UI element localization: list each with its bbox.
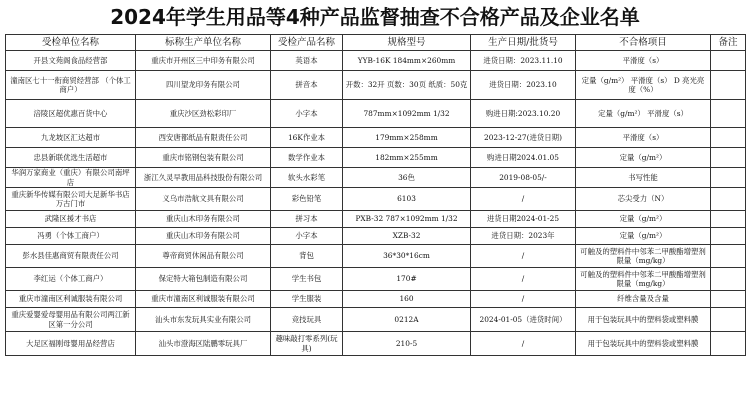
cell-note xyxy=(711,291,746,308)
cell-note xyxy=(711,211,746,228)
cell-date: / xyxy=(471,188,576,211)
cell-producer: 汕头市澄海区陆鹏零玩具厂 xyxy=(136,332,271,356)
cell-fail: 定量（g/m²） 平滑度（s） xyxy=(576,100,711,128)
cell-date: 购进日期2024.01.05 xyxy=(471,148,576,168)
cell-date: 进货日期：2023.11.10 xyxy=(471,51,576,71)
table-row xyxy=(6,308,746,332)
cell-product: 彩色铅笔 xyxy=(271,188,343,211)
cell-product: 学生书包 xyxy=(271,268,343,291)
cell-spec: 787mm×1092mm 1/32 xyxy=(343,100,471,128)
cell-fail: 平滑度（s） xyxy=(576,51,711,71)
cell-spec: XZB-32 xyxy=(343,228,471,245)
table-row xyxy=(6,100,746,128)
cell-date: / xyxy=(471,268,576,291)
cell-date: / xyxy=(471,332,576,356)
cell-fail: 定量（g/m²） 平滑度（s） D 亮光亮度（%） xyxy=(576,71,711,100)
cell-producer: 重庆山木印务有限公司 xyxy=(136,211,271,228)
cell-date: / xyxy=(471,291,576,308)
cell-product: 数学作业本 xyxy=(271,148,343,168)
table-row xyxy=(6,332,746,356)
cell-spec: 182mm×255mm xyxy=(343,148,471,168)
cell-note xyxy=(711,245,746,268)
cell-product: 学生服装 xyxy=(271,291,343,308)
cell-note xyxy=(711,51,746,71)
header-unit: 受检单位名称 xyxy=(6,35,136,51)
cell-fail: 用于包装玩具中的塑料袋或塑料膜 xyxy=(576,332,711,356)
cell-product: 小字本 xyxy=(271,100,343,128)
table-row xyxy=(6,228,746,245)
cell-unit: 重庆市潼南区利诚服装有限公司 xyxy=(6,291,136,308)
cell-producer: 重庆市开州区三中印务有限公司 xyxy=(136,51,271,71)
cell-producer: 重庆市铭钢包装有限公司 xyxy=(136,148,271,168)
cell-product: 竞技玩具 xyxy=(271,308,343,332)
header-product: 受检产品名称 xyxy=(271,35,343,51)
header-producer: 标称生产单位名称 xyxy=(136,35,271,51)
table-row xyxy=(6,291,746,308)
cell-fail: 可触及的塑料件中邻苯二甲酸酯增塑剂限量（mg/kg） xyxy=(576,245,711,268)
cell-date: 2024-01-05（进货时间） xyxy=(471,308,576,332)
cell-unit: 大足区福刚母婴用品经营店 xyxy=(6,332,136,356)
cell-fail: 纤维含量及含量 xyxy=(576,291,711,308)
cell-spec: 开数：32开 页数：30页 纸质：50克 xyxy=(343,71,471,100)
cell-spec: 160 xyxy=(343,291,471,308)
cell-note xyxy=(711,100,746,128)
cell-producer: 四川望龙印务有限公司 xyxy=(136,71,271,100)
cell-spec: 179mm×258mm xyxy=(343,128,471,148)
cell-fail: 用于包装玩具中的塑料袋或塑料膜 xyxy=(576,308,711,332)
cell-date: 进货日期2024-01-25 xyxy=(471,211,576,228)
cell-producer: 重庆山木印务有限公司 xyxy=(136,228,271,245)
cell-fail: 定量（g/m²） xyxy=(576,211,711,228)
header-note: 备注 xyxy=(711,35,746,51)
cell-product: 英语本 xyxy=(271,51,343,71)
page-title: 2024年学生用品等4种产品监督抽查不合格产品及企业名单 xyxy=(110,5,640,29)
cell-spec: 36*30*16cm xyxy=(343,245,471,268)
table-row xyxy=(6,128,746,148)
table-row xyxy=(6,188,746,211)
cell-product: 拼习本 xyxy=(271,211,343,228)
cell-producer: 保定特大箱包制造有限公司 xyxy=(136,268,271,291)
cell-fail: 平滑度（s） xyxy=(576,128,711,148)
cell-unit: 潼南区七十一衔商贸经营部 （个体工商户） xyxy=(6,71,136,100)
cell-unit: 重庆爱婴爱母婴用品有限公司两江新区第一分公司 xyxy=(6,308,136,332)
cell-spec: PXB-32 787×1092mm 1/32 xyxy=(343,211,471,228)
cell-note xyxy=(711,168,746,188)
cell-note xyxy=(711,148,746,168)
table-header-row xyxy=(6,35,746,51)
cell-spec: 210-5 xyxy=(343,332,471,356)
table-row xyxy=(6,168,746,188)
cell-unit: 彭水县佳惠商贸有限责任公司 xyxy=(6,245,136,268)
cell-spec: YYB-16K 184mm×260mm xyxy=(343,51,471,71)
cell-note xyxy=(711,188,746,211)
results-table xyxy=(5,34,746,356)
cell-spec: 36色 xyxy=(343,168,471,188)
table-row xyxy=(6,245,746,268)
cell-unit: 冯勇（个体工商户） xyxy=(6,228,136,245)
cell-spec: 6103 xyxy=(343,188,471,211)
cell-note xyxy=(711,332,746,356)
cell-unit: 九龙坡区汇达超市 xyxy=(6,128,136,148)
cell-producer: 汕头市东发玩具实业有限公司 xyxy=(136,308,271,332)
cell-fail: 可触及的塑料件中邻苯二甲酸酯增塑剂限量（mg/kg） xyxy=(576,268,711,291)
cell-product: 小字本 xyxy=(271,228,343,245)
cell-producer: 西安唐都纸品有限责任公司 xyxy=(136,128,271,148)
cell-product: 16K作业本 xyxy=(271,128,343,148)
cell-date: 进货日期：2023.10 xyxy=(471,71,576,100)
cell-producer: 重庆市潼南区利诚服装有限公司 xyxy=(136,291,271,308)
cell-date: 进货日期：2023年 xyxy=(471,228,576,245)
cell-note xyxy=(711,228,746,245)
cell-fail: 定量（g/m²） xyxy=(576,148,711,168)
cell-note xyxy=(711,268,746,291)
header-date: 生产日期/批货号 xyxy=(471,35,576,51)
table-row xyxy=(6,71,746,100)
cell-product: 软头水彩笔 xyxy=(271,168,343,188)
cell-fail: 书写性能 xyxy=(576,168,711,188)
cell-date: 2023-12-27(进货日期) xyxy=(471,128,576,148)
cell-date: 购进日期:2023.10.20 xyxy=(471,100,576,128)
cell-note xyxy=(711,71,746,100)
table-row xyxy=(6,148,746,168)
header-fail: 不合格项目 xyxy=(576,35,711,51)
cell-producer: 重庆沙区劲松彩印厂 xyxy=(136,100,271,128)
cell-unit: 武隆区援才书店 xyxy=(6,211,136,228)
cell-fail: 芯尖受力（N） xyxy=(576,188,711,211)
table-row xyxy=(6,268,746,291)
cell-spec: 0212A xyxy=(343,308,471,332)
cell-date: 2019-08-05/- xyxy=(471,168,576,188)
cell-fail: 定量（g/m²） xyxy=(576,228,711,245)
cell-note xyxy=(711,128,746,148)
table-row xyxy=(6,51,746,71)
cell-producer: 尊帝商贸休闲品有限公司 xyxy=(136,245,271,268)
cell-unit: 开县文苑阁食品经营部 xyxy=(6,51,136,71)
cell-product: 背包 xyxy=(271,245,343,268)
cell-product: 拼音本 xyxy=(271,71,343,100)
header-spec: 规格型号 xyxy=(343,35,471,51)
cell-unit: 涪陵区超优惠百货中心 xyxy=(6,100,136,128)
cell-spec: 170# xyxy=(343,268,471,291)
cell-note xyxy=(711,308,746,332)
cell-unit: 李红运（个体工商户） xyxy=(6,268,136,291)
table-row xyxy=(6,211,746,228)
cell-date: / xyxy=(471,245,576,268)
cell-unit: 忠县新联优选生活超市 xyxy=(6,148,136,168)
cell-producer: 义乌市浩航文具有限公司 xyxy=(136,188,271,211)
cell-unit: 重庆新华传媒有限公司大足新华书店万古门市 xyxy=(6,188,136,211)
cell-unit: 华润万家商业（重庆）有限公司南坪店 xyxy=(6,168,136,188)
cell-product: 趣味敲打零系列(玩具) xyxy=(271,332,343,356)
cell-producer: 浙江久灵早教用品科技股份有限公司 xyxy=(136,168,271,188)
